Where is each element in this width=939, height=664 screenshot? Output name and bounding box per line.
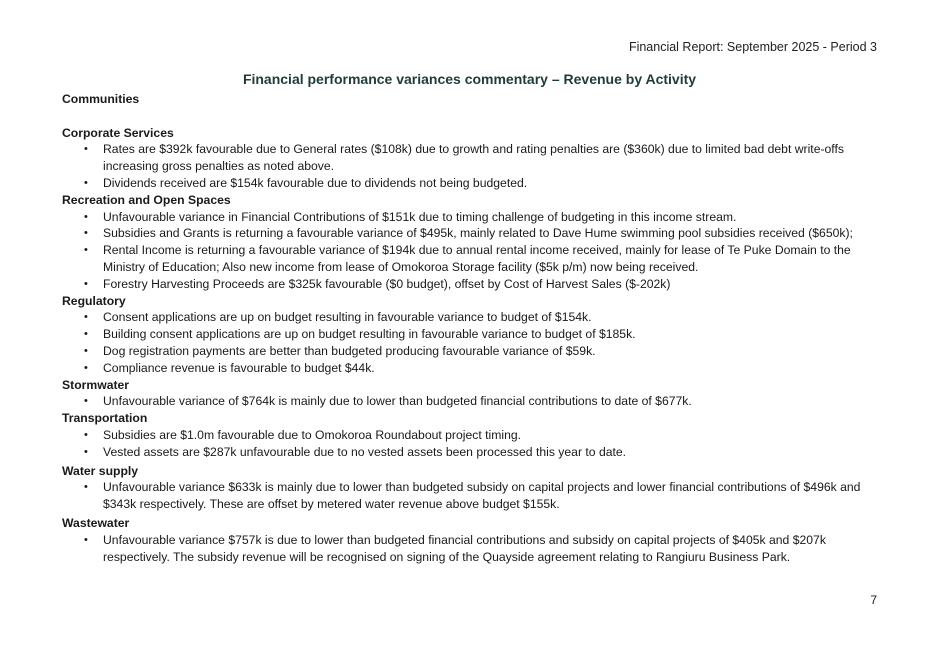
list-item-text: Unfavourable variance of $764k is mainly due to lower than budgeted financial contributions to date of $677k. xyxy=(103,394,692,409)
bullet-icon: • xyxy=(84,344,88,357)
page-title: Financial performance variances commentary – Revenue by Activity xyxy=(242,71,697,87)
list-item-text: Forestry Harvesting Proceeds are $325k favourable ($0 budget), offset by Cost of Harvest Sales ($-202k) xyxy=(103,276,671,291)
section-wastewater xyxy=(62,515,877,565)
bullet-icon: • xyxy=(84,445,88,458)
list-item-text: Building consent applications are up on budget resulting in favourable variance to budget of $185k. xyxy=(103,327,636,342)
list-item xyxy=(62,427,877,444)
bullet-icon: • xyxy=(84,210,88,223)
bullet-icon: • xyxy=(84,277,88,290)
list-item-text: Unfavourable variance $633k is mainly due to lower than budgeted subsidy on capital projects and lower financial contributions of $496k and $343k respectively. These are offset by metered water revenue above budget $155k. xyxy=(103,480,861,512)
bullet-icon: • xyxy=(84,533,88,546)
report-header: Financial Report: September 2025 - Period 3 xyxy=(628,40,877,54)
section-heading: Water supply xyxy=(62,463,139,478)
bullet-list xyxy=(62,532,877,566)
list-item xyxy=(62,276,877,293)
group-heading: Communities xyxy=(62,92,140,106)
section-heading: Regulatory xyxy=(62,293,126,308)
list-item xyxy=(62,326,877,343)
bullet-list xyxy=(62,141,877,191)
section-water-supply xyxy=(62,463,877,513)
list-item xyxy=(62,175,877,192)
bullet-icon: • xyxy=(84,328,88,341)
bullet-icon: • xyxy=(84,176,88,189)
bullet-list xyxy=(62,309,877,376)
bullet-icon: • xyxy=(84,143,88,156)
list-item-text: Subsidies and Grants is returning a favourable variance of $495k, mainly related to Dave Hume swimming pool subsidies received ($650k); xyxy=(103,226,853,241)
list-item-text: Vested assets are $287k unfavourable due to no vested assets been processed this year to date. xyxy=(103,444,627,459)
section-regulatory xyxy=(62,293,877,377)
section-heading: Transportation xyxy=(62,411,148,426)
list-item-text: Unfavourable variance $757k is due to lower than budgeted financial contributions and subsidy on capital projects of $405k and $207k respectively. The subsidy revenue will be recognised on signing of the Quayside agreement relating to Rangiuru Business Park. xyxy=(103,532,826,564)
list-item xyxy=(62,242,877,276)
bullet-list xyxy=(62,427,877,461)
section-heading: Wastewater xyxy=(62,515,130,530)
list-item-text: Rental Income is returning a favourable variance of $194k due to annual rental income received, mainly for lease of Te Puke Domain to the Ministry of Education; Also new income from lease of Omokoroa Storage facility ($5k p/m) now being received. xyxy=(103,243,851,274)
list-item xyxy=(62,343,877,360)
bullet-icon: • xyxy=(84,361,88,374)
section-heading: Corporate Services xyxy=(62,125,174,140)
list-item xyxy=(62,360,877,377)
list-item-text: Consent applications are up on budget resulting in favourable variance to budget of $154k. xyxy=(103,310,592,325)
section-heading: Stormwater xyxy=(62,377,130,392)
list-item-text: Compliance revenue is favourable to budget $44k. xyxy=(103,360,375,375)
section-recreation-and-open-spaces xyxy=(62,192,877,293)
list-item xyxy=(62,532,877,566)
bullet-icon: • xyxy=(84,481,88,494)
section-transportation xyxy=(62,410,877,460)
section-stormwater xyxy=(62,377,877,411)
list-item-text: Dividends received are $154k favourable due to dividends not being budgeted. xyxy=(103,175,528,190)
section-corporate-services xyxy=(62,125,877,192)
bullet-list xyxy=(62,393,877,410)
sections-container xyxy=(62,125,877,566)
section-heading: Recreation and Open Spaces xyxy=(62,192,231,207)
list-item xyxy=(62,309,877,326)
bullet-icon: • xyxy=(84,428,88,441)
spacer xyxy=(62,108,877,125)
list-item xyxy=(62,141,877,175)
list-item-text: Rates are $392k favourable due to General rates ($108k) due to growth and rating penalties are ($360k) due to limited bad debt write-offs increasing gross penalties as noted above. xyxy=(103,142,844,174)
list-item xyxy=(62,225,877,242)
list-item xyxy=(62,393,877,410)
bullet-icon: • xyxy=(84,244,88,257)
bullet-icon: • xyxy=(84,311,88,324)
bullet-list xyxy=(62,209,877,293)
list-item-text: Subsidies are $1.0m favourable due to Omokoroa Roundabout project timing. xyxy=(103,427,522,442)
list-item xyxy=(62,479,877,513)
bullet-icon: • xyxy=(84,395,88,408)
page-number: 7 xyxy=(870,593,877,607)
bullet-icon: • xyxy=(84,227,88,240)
commentary-body xyxy=(62,91,877,565)
list-item xyxy=(62,444,877,461)
bullet-list xyxy=(62,479,877,513)
list-item-text: Unfavourable variance in Financial Contributions of $151k due to timing challenge of budgeting in this income stream. xyxy=(103,209,737,224)
list-item xyxy=(62,209,877,226)
list-item-text: Dog registration payments are better than budgeted producing favourable variance of $59k. xyxy=(103,343,596,358)
